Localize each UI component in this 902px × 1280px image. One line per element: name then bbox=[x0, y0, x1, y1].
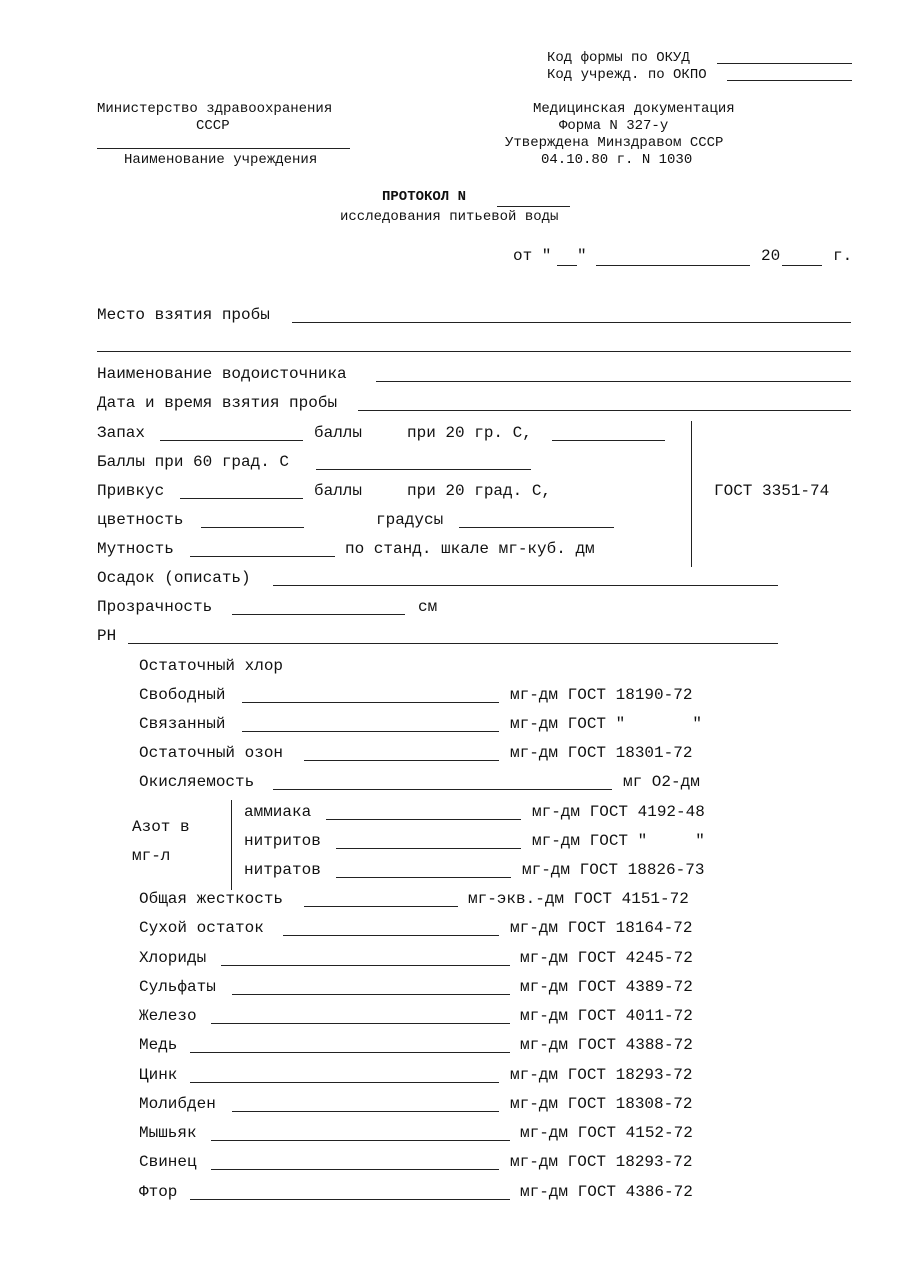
gost-3351: ГОСТ 3351-74 bbox=[714, 482, 830, 500]
date-day-field[interactable] bbox=[557, 265, 577, 266]
sample-place-field-2[interactable] bbox=[97, 351, 851, 352]
taste-unit: баллы bbox=[314, 482, 363, 500]
ammonia-unit: мг-дм ГОСТ 4192-48 bbox=[532, 803, 705, 821]
turbidity-unit: по станд. шкале мг-куб. дм bbox=[345, 540, 595, 558]
approved-date: 04.10.80 г. N 1030 bbox=[541, 152, 693, 168]
chem-field[interactable] bbox=[211, 1023, 510, 1024]
chem-unit: мг-дм ГОСТ 4389-72 bbox=[520, 978, 693, 996]
smell60-label: Баллы при 60 град. С bbox=[97, 453, 290, 471]
chem-unit: мг-дм ГОСТ 4011-72 bbox=[520, 1007, 693, 1025]
transparency-unit: см bbox=[418, 598, 438, 616]
ozone-label: Остаточный озон bbox=[139, 744, 284, 762]
okud-field[interactable] bbox=[717, 63, 852, 64]
turbidity-field[interactable] bbox=[190, 556, 335, 557]
chem-label: Мышьяк bbox=[139, 1124, 197, 1142]
taste-label: Привкус bbox=[97, 482, 165, 500]
nitrogen-bracket bbox=[231, 800, 232, 890]
date-year-label: 20 bbox=[761, 247, 781, 265]
okpo-field[interactable] bbox=[727, 80, 852, 81]
date-quote-close: " bbox=[577, 247, 587, 265]
sample-place-label: Место взятия пробы bbox=[97, 306, 270, 324]
okpo-label: Код учрежд. по ОКПО bbox=[547, 67, 707, 83]
taste-field[interactable] bbox=[180, 498, 303, 499]
chem-field[interactable] bbox=[232, 994, 510, 995]
chem-label: Сульфаты bbox=[139, 978, 216, 996]
chem-unit: мг-дм ГОСТ 18293-72 bbox=[510, 1066, 693, 1084]
color-field[interactable] bbox=[201, 527, 304, 528]
transparency-field[interactable] bbox=[232, 614, 405, 615]
chem-unit: мг-дм ГОСТ 18308-72 bbox=[510, 1095, 693, 1113]
chem-label: Фтор bbox=[139, 1183, 178, 1201]
chem-unit: мг-экв.-дм ГОСТ 4151-72 bbox=[468, 890, 689, 908]
nitrates-unit: мг-дм ГОСТ 18826-73 bbox=[522, 861, 705, 879]
nitrates-field[interactable] bbox=[336, 877, 511, 878]
okud-label: Код формы по ОКУД bbox=[547, 50, 690, 66]
ministry-line1: Министерство здравоохранения bbox=[97, 101, 333, 117]
med-doc-label: Медицинская документация bbox=[533, 101, 735, 117]
water-source-label: Наименование водоисточника bbox=[97, 365, 347, 383]
transparency-label: Прозрачность bbox=[97, 598, 213, 616]
ph-field[interactable] bbox=[128, 643, 778, 644]
smell-temp: при 20 гр. С, bbox=[407, 424, 532, 442]
protocol-number-field[interactable] bbox=[497, 206, 570, 207]
smell-field[interactable] bbox=[160, 440, 303, 441]
date-suffix: г. bbox=[833, 247, 853, 265]
color-unit: градусы bbox=[376, 511, 444, 529]
nitrogen-label-line2: мг-л bbox=[132, 847, 171, 865]
chem-label: Цинк bbox=[139, 1066, 178, 1084]
sample-datetime-label: Дата и время взятия пробы bbox=[97, 394, 338, 412]
chem-field[interactable] bbox=[232, 1111, 499, 1112]
ammonia-field[interactable] bbox=[326, 819, 521, 820]
ozone-unit: мг-дм ГОСТ 18301-72 bbox=[510, 744, 693, 762]
color-unit-field[interactable] bbox=[459, 527, 614, 528]
nitrites-unit: мг-дм ГОСТ " " bbox=[532, 832, 705, 850]
ammonia-label: аммиака bbox=[244, 803, 312, 821]
date-year-field[interactable] bbox=[782, 265, 822, 266]
oxidability-unit: мг О2-дм bbox=[623, 773, 700, 791]
sediment-field[interactable] bbox=[273, 585, 778, 586]
chlorine-free-label: Свободный bbox=[139, 686, 226, 704]
nitrogen-label-line1: Азот в bbox=[132, 818, 190, 836]
sediment-label: Осадок (описать) bbox=[97, 569, 251, 587]
form-number: Форма N 327-у bbox=[559, 118, 669, 134]
chlorine-bound-unit: мг-дм ГОСТ " " bbox=[510, 715, 703, 733]
date-month-field[interactable] bbox=[596, 265, 750, 266]
sample-datetime-field[interactable] bbox=[358, 410, 851, 411]
water-source-field[interactable] bbox=[376, 381, 851, 382]
ph-label: PH bbox=[97, 627, 117, 645]
chem-field[interactable] bbox=[190, 1052, 510, 1053]
protocol-title: ПРОТОКОЛ N bbox=[382, 189, 467, 205]
chlorine-heading: Остаточный хлор bbox=[139, 657, 284, 675]
gost-divider bbox=[691, 421, 692, 567]
smell-unit: баллы bbox=[314, 424, 363, 442]
chem-field[interactable] bbox=[211, 1169, 499, 1170]
chem-unit: мг-дм ГОСТ 4386-72 bbox=[520, 1183, 693, 1201]
chlorine-bound-field[interactable] bbox=[242, 731, 499, 732]
oxidability-label: Окисляемость bbox=[139, 773, 255, 791]
chem-label: Хлориды bbox=[139, 949, 207, 967]
chlorine-free-field[interactable] bbox=[242, 702, 499, 703]
chem-label: Свинец bbox=[139, 1153, 197, 1171]
chem-unit: мг-дм ГОСТ 18164-72 bbox=[510, 919, 693, 937]
ozone-field[interactable] bbox=[304, 760, 499, 761]
smell-label: Запах bbox=[97, 424, 146, 442]
chem-field[interactable] bbox=[221, 965, 510, 966]
turbidity-label: Мутность bbox=[97, 540, 174, 558]
chem-unit: мг-дм ГОСТ 4152-72 bbox=[520, 1124, 693, 1142]
chem-label: Железо bbox=[139, 1007, 197, 1025]
chem-label: Сухой остаток bbox=[139, 919, 264, 937]
oxidability-field[interactable] bbox=[273, 789, 612, 790]
chem-unit: мг-дм ГОСТ 4388-72 bbox=[520, 1036, 693, 1054]
chem-field[interactable] bbox=[190, 1082, 499, 1083]
nitrites-field[interactable] bbox=[336, 848, 521, 849]
chem-label: Общая жесткость bbox=[139, 890, 284, 908]
ministry-line2: СССР bbox=[196, 118, 230, 134]
nitrates-label: нитратов bbox=[244, 861, 321, 879]
chem-field[interactable] bbox=[283, 935, 499, 936]
chem-label: Медь bbox=[139, 1036, 178, 1054]
chem-unit: мг-дм ГОСТ 18293-72 bbox=[510, 1153, 693, 1171]
chlorine-free-unit: мг-дм ГОСТ 18190-72 bbox=[510, 686, 693, 704]
sample-place-field[interactable] bbox=[292, 322, 851, 323]
date-from-label: от " bbox=[513, 247, 552, 265]
smell60-field[interactable] bbox=[316, 469, 531, 470]
nitrites-label: нитритов bbox=[244, 832, 321, 850]
approved-label: Утверждена Минздравом СССР bbox=[505, 135, 724, 151]
institution-caption: Наименование учреждения bbox=[124, 152, 318, 168]
chem-field[interactable] bbox=[211, 1140, 510, 1141]
institution-field[interactable] bbox=[97, 148, 350, 149]
taste-temp: при 20 град. С, bbox=[407, 482, 552, 500]
chem-label: Молибден bbox=[139, 1095, 216, 1113]
chlorine-bound-label: Связанный bbox=[139, 715, 226, 733]
smell-temp-field[interactable] bbox=[552, 440, 665, 441]
chem-field[interactable] bbox=[304, 906, 458, 907]
chem-field[interactable] bbox=[190, 1199, 510, 1200]
color-label: цветность bbox=[97, 511, 184, 529]
chem-unit: мг-дм ГОСТ 4245-72 bbox=[520, 949, 693, 967]
protocol-subtitle: исследования питьевой воды bbox=[340, 209, 559, 225]
